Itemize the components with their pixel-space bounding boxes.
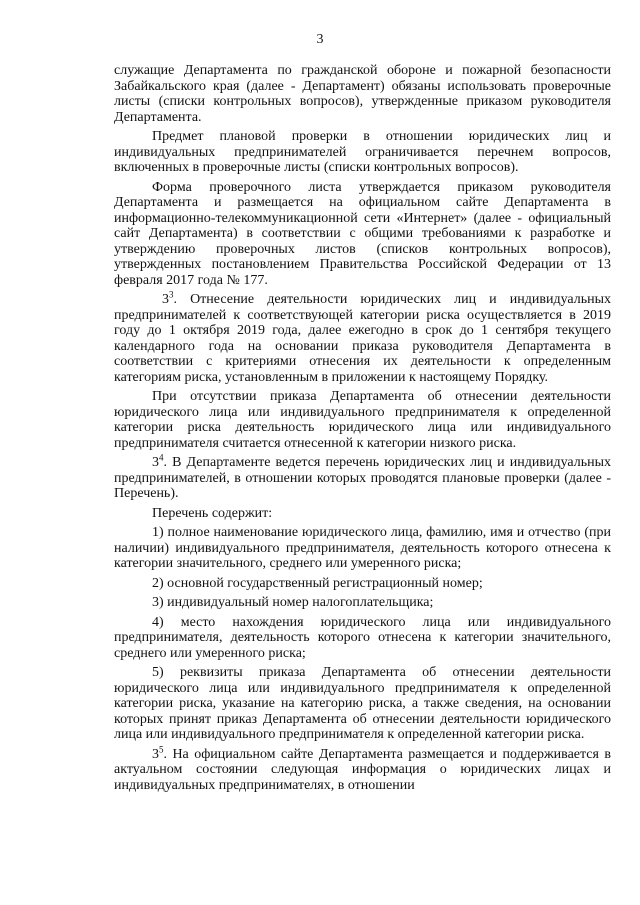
- paragraph-register-contents: Перечень содержит:: [152, 505, 273, 521]
- clause-number: 3: [152, 746, 159, 762]
- list-item-3-inn: 3) индивидуальный номер налогоплательщика;: [152, 595, 434, 610]
- list-item-2-ogrn: 2) основной государственный регистрационный номер;: [152, 575, 483, 591]
- clause-superscript: 4: [159, 452, 164, 463]
- paragraph-inspection-subject: Предмет плановой проверки в отношении юридических лиц и индивидуальных предпринимателей ограничивается перечнем вопросов, включенных в проверочные листы (списки контрольных вопросов).: [114, 129, 611, 175]
- paragraph-checklist-form: Форма проверочного листа утверждается приказом руководителя Департамента и размещается на официальном сайте Департамента в информационно-телекоммуникационной сети «Интернет» (далее - официальный сайт Департамента) в соответствии с общими требованиями к разработке и утверждению проверочных листов (списков контрольных вопросов), утвержденных постановлением Правительства Российской Федерации от 13 февраля 2017 года № 177.: [114, 179, 611, 288]
- paragraph-3-5-website-info: $3^5$. На официальном сайте Департамента размещается и поддерживается в актуальном состоянии следующая информация о юридических лицах и индивидуальных предпринимателях, в отношении: [114, 743, 611, 793]
- list-item-5-order-details: 5) реквизиты приказа Департамента об отнесении деятельности юридического лица или индивидуального предпринимателя к определенной категории риска, указание на категорию риска, а также сведения, на основании которых принят приказ Департамента об отнесении деятельности юридического лица или индивидуального предпринимателя к определенной категории риска.: [114, 665, 611, 742]
- clause-number: 3: [152, 455, 159, 470]
- page-number: 3: [316, 32, 324, 47]
- paragraph-3-4-register: $3^4$. В Департаменте ведется перечень юридических лиц и индивидуальных предпринимателей, в отношении которых проводятся плановые проверки (далее - Перечень).: [114, 452, 611, 501]
- clause-superscript: 3: [169, 289, 174, 300]
- clause-number: 3: [162, 292, 169, 307]
- paragraph-3-3-risk-category: $3^3$. Отнесение деятельности юридических лиц и индивидуальных предпринимателей к соответствующей категории риска осуществляется в 2019 году до 1 октября 2019 года, далее ежегодно в срок до 1 сентября текущего календарного года на основании приказа руководителя Департамента в соответствии с критериями отнесения их деятельности к определенным категориям риска, установленным в приложении к настоящему Порядку.: [114, 289, 611, 385]
- list-item-1-full-name: 1) полное наименование юридического лица, фамилию, имя и отчество (при наличии) индивидуального предпринимателя, деятельность которого отнесена к категории значительного, среднего или умеренного риска;: [114, 525, 611, 571]
- clause-superscript: 5: [159, 743, 164, 754]
- list-item-4-location: 4) место нахождения юридического лица или индивидуального предпринимателя, деятельность которого отнесена к категории значительного, среднего или умеренного риска;: [114, 614, 611, 661]
- paragraph-low-risk-default: При отсутствии приказа Департамента об отнесении деятельности юридического лица или индивидуального предпринимателя к определенной категории риска деятельность юридического лица или индивидуального предпринимателя считается отнесенной к категории низкого риска.: [114, 389, 611, 451]
- document-body: [114, 63, 611, 797]
- paragraph-inspectors-checklists: служащие Департамента по гражданской обороне и пожарной безопасности Забайкальского края (далее - Департамент) обязаны использовать проверочные листы (списки контрольных вопросов), утвержденные приказом руководителя Департамента.: [114, 63, 611, 125]
